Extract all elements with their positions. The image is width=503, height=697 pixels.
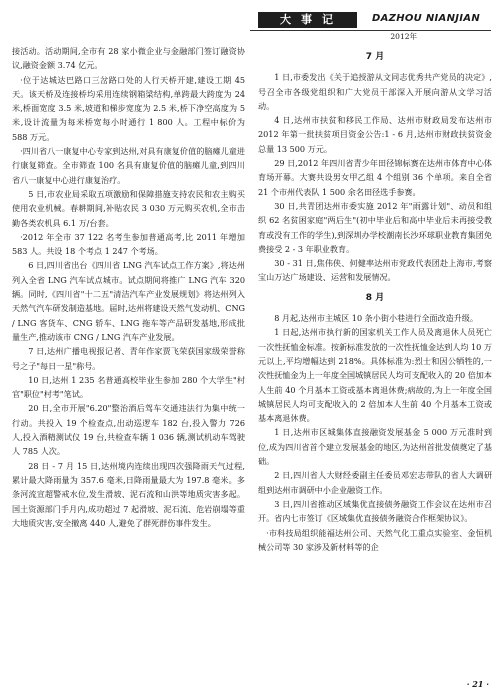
event-paragraph: 30 - 31 日,焦伟侠、何健率达州市党政代表团赴上海市,考察宝山万达广场建设、运营和发展情况。 [258, 258, 492, 283]
event-paragraph: 5 日,市农业局采取五项激励和保障措施支持农民和农主购买使用农业机械。春耕期间,补贴农民 3 030 万元购买农机,全市击勤各类农机具 6.1 万/台套。 [12, 188, 245, 228]
event-paragraph: ·市科技局组织能福达州公司、天然气化工重点实验室、金恒机械公司等 30 家涉及新材料等的企 [258, 527, 492, 552]
page-header [0, 0, 503, 42]
event-paragraph: 6 日,四川省出台《四川省 LNG 汽车试点工作方案》,将达州列入全省 LNG 汽车试点城市。试点期间将推广 LNG 汽车 320 辆。同时,《四川省"十二五"清洁汽车产业发展规划》将达州列入天然气汽车研发制造基地。届时,达州将建设天然气发动机、CNG / LNG 客货车、CNG 轿车、LNG 拖车等产品研发基地,形成批量生产,推动该市 CNG / LNG 汽车产业发展。 [12, 260, 245, 342]
month-heading: 8 月 [365, 292, 385, 303]
event-paragraph: 30 日,共青团达州市委实施 2012 年"雨露计划"、动员和组织 62 名贫困家庭"两后生"(初中毕业后和高中毕业后未再接受教育或没有工作的学生),到深圳办学校潮南长沙环球职业教育集团免费接受 2 - 3 年职业教育。 [258, 200, 492, 254]
event-paragraph: ·位于达城达巴路口三岔路口处的人行天桥开建,建设工期 45 天。该天桥及连接桥均采用连续钢箱梁结构,单跨最大跨度为 24 米,桥面宽度 3.5 米,坡道和梯步宽度为 2.5 米,桥下净空高度为 5 米,设计流量为每米桥宽每小时通行 1 800 人。工程中标价为 588 万元。 [12, 74, 245, 142]
header-year: 2012年 [390, 32, 417, 41]
header-rule [250, 30, 491, 31]
event-paragraph: 1 日,达州市区城集体直接融资发展基金 5 000 万元准时到位,成为四川省首个建立发展基金的地区,为达州首批发债奠定了基础。 [258, 427, 492, 467]
journal-title-en: DAZHOU NIANJIAN [372, 13, 481, 24]
event-paragraph: ·四川省八一康复中心专家到达州,对具有康复价值的脑瘫儿童进行康复筛查。全市筛查 100 名具有康复价值的脑瘫儿童,到四川省八一康复中心进行康复治疗。 [12, 146, 245, 185]
right-column [258, 44, 492, 554]
event-paragraph: 2 日,四川省人大财经委副主任委员邓宏志带队的省人大调研组到达州市调研中小企业融资工作。 [258, 470, 492, 495]
event-paragraph: 10 日,达州 1 235 名普通高校毕业生参加 280 个大学生"村官"职位"村考"笔试。 [12, 374, 245, 400]
event-paragraph: 29 日,2012 年四川省青少年田径锦标赛在达州市体育中心体育场开幕。大赛共设男女甲乙组 4 个组别 36 个单项。来自全省 21 个市州代表队 1 500 余名田径选手参赛。 [258, 158, 492, 197]
event-paragraph: 1 日起,达州市执行新的国家机关工作人员及离退休人员死亡一次性抚恤金标准。按新标准发放的一次性抚恤金达到人均 10 万元以上,平均增幅达到 218%。具体标准为:烈士和因公牺牲的,一次性抚恤金为上一年度全国城镇居民人均可支配收入的 20 倍加本人生前 40 个月基本工资或基本离退休费;病故的,为上一年度全国城镇居民人均可支配收入的 2 倍加本人生前 40 个月基本工资或基本离退休费。 [258, 327, 492, 424]
page-number: · 21 · [466, 679, 489, 689]
event-paragraph: 7 日,达州广播电视报记者、青年作家贾飞荣获国家级荣誉称号之子"每日一星"称号。 [12, 346, 245, 371]
month-heading: 7 月 [365, 52, 385, 62]
event-paragraph: ·2012 年全市 37 122 名考生参加普通高考,比 2011 年增加 583 人。共设 18 个考点 1 247 个考场。 [12, 231, 245, 257]
event-paragraph: 接活动。活动期间,全市有 28 家小微企业与金融部门签订融资协议,融资金额 3.74 亿元。 [12, 46, 245, 71]
left-column [12, 44, 245, 530]
section-title-box: 大事记 [258, 12, 357, 28]
event-paragraph: 28 日 - 7 月 15 日,达州境内连续出现四次强降雨天气过程,累计最大降雨量为 357.6 毫米,日降雨量最大为 197.8 毫米。多条河流宣超警戒水位,发生滑坡、泥石流和山洪等地质灾害多起。国土资源部门手月内,成功超过 7 起滑坡、泥石流、危岩崩塌等重大地质灾害,安全撤离 440 人,避免了群死群伤事件发生。 [12, 460, 245, 528]
event-paragraph: 1 日,市委发出《关于追授游从文同志优秀共产党员的决定》,号召全市各级党组织和广大党员干部深入开展向游从文学习活动。 [258, 72, 492, 111]
event-paragraph: 20 日,全市开展"6.20"整治酒后驾车交通违法行为集中统一行动。共投入 19 个检查点,出动巡逻车 182 台,投入警力 726 人,投入酒精测试仪 19 台,共检查车辆 1 036 辆,测试机动车驾驶人 785 人次。 [12, 403, 245, 457]
event-paragraph: 8 月起,达州市主城区 10 条小街小巷进行全面改造升级。 [274, 313, 478, 324]
event-paragraph: 4 日,达州市扶贫和移民工作局、达州市财政局发布达州市 2012 年第一批扶贫项目资金公告:1 - 6 月,达州市财政扶贫资金总量 13 500 万元。 [258, 115, 492, 154]
event-paragraph: 3 日,四川省推动区域集优直接债务融资工作会议在达州市召开。省内七市签订《区域集优直接债务融资合作框架协议》。 [258, 498, 492, 524]
